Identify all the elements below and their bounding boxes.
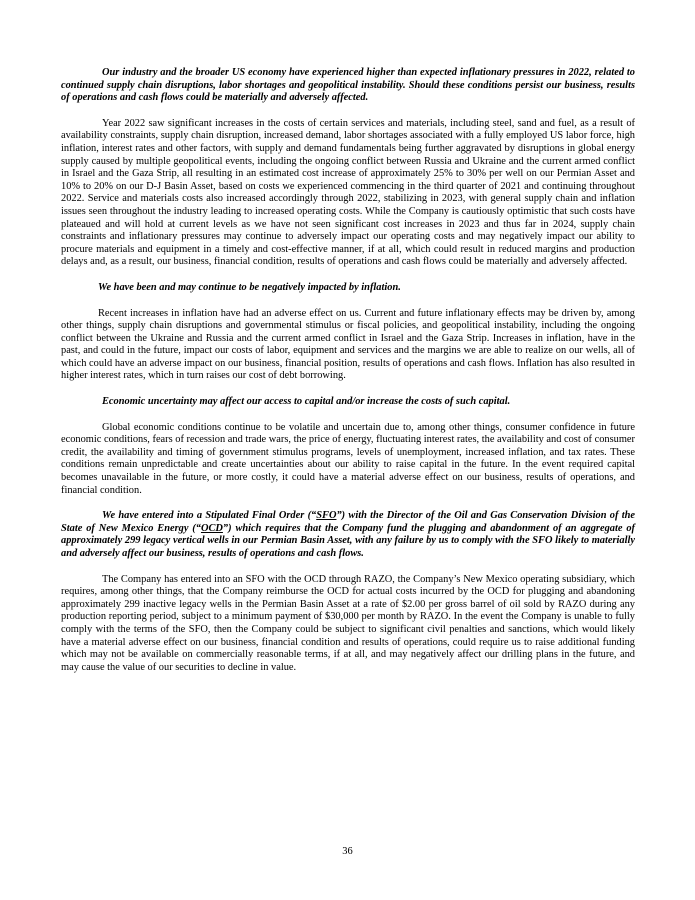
sfo-heading-part-3: ”) which requires that the Company fund the plugging and abandonment of an aggregate of approximately 299 legacy vertical wells in our Permian Basin Asset, with any failure by us to comply with the SFO likely to materially and adversely affect our business, results of operations and cash flows. bbox=[61, 522, 635, 559]
document-page bbox=[61, 67, 635, 687]
risk-body-economic-uncertainty: Global economic conditions continue to be volatile and uncertain due to, among other things, consumer confidence in future economic conditions, fears of recession and trade wars, the price of energy, fluctuating interest rates, the availability and cost of consumer credit, the availability and timing of government stimulus programs, levels of unemployment, increased inflation, and tax rates. These conditions remain unpredictable and create uncertainties about our ability to raise capital in the future. In the event required capital becomes unavailable in the future, or more costly, it could have a material adverse effect on our business, results of operations, and financial condition. bbox=[61, 421, 635, 496]
page-number: 36 bbox=[342, 846, 353, 857]
risk-heading-economic-uncertainty: Economic uncertainty may affect our access to capital and/or increase the costs of such capital. bbox=[102, 396, 511, 408]
risk-heading-stipulated-final-order bbox=[61, 510, 635, 560]
risk-heading-inflation-impact: We have been and may continue to be negatively impacted by inflation. bbox=[98, 281, 401, 293]
risk-heading-inflationary-pressures: Our industry and the broader US economy have experienced higher than expected inflationary pressures in 2022, related to continued supply chain disruptions, labor shortages and geopolitical instability. Should these conditions persist our business, results of operations and cash flows could be materially and adversely affected. bbox=[61, 67, 635, 104]
risk-body-inflation-impact: Recent increases in inflation have had an adverse effect on us. Current and future inflationary effects may be driven by, among other things, supply chain disruptions and governmental stimulus or fiscal policies, and geopolitical instability, including the ongoing conflict between the Ukraine and Russia and the current armed conflict in Israel and the Gaza Strip. Increases in inflation, have in the past, and could in the future, impact our costs of labor, equipment and services and the margins we are able to realize on our wells, all of which could have an adverse impact on our business, financial position, results of operations and cash flows. Inflation has also resulted in higher interest rates, which in turn raises our cost of debt borrowing. bbox=[61, 307, 635, 382]
sfo-heading-part-2: ”) with the Director of the Oil and Gas Conservation Division of the State of New Mexico Energy (“ bbox=[61, 510, 635, 534]
ocd-defined-term: OCD bbox=[200, 522, 223, 534]
risk-body-inflationary-pressures: Year 2022 saw significant increases in the costs of certain services and materials, including steel, sand and fuel, as a result of availability constraints, supply chain disruption, increased demand, labor shortages associated with a fully employed US labor force, high inflation, interest rates and other factors, with supply and demand fundamentals being further aggravated by disruptions in global energy supply caused by multiple geopolitical events, including the ongoing conflict between Russia and Ukraine and the current armed conflict in Israel and the Gaza Strip, all resulting in an estimated cost increase of approximately 25% to 30% per well on our Permian Asset and 10% to 20% on our D-J Basin Asset, based on costs we experienced commencing in the third quarter of 2021 and continuing throughout 2022. Service and materials costs also increased accordingly through 2022, stabilizing in 2023, with general supply chain and inflation issues seen throughout the industry leading to increased operating costs. While the Company is cautiously optimistic that such costs have plateaued and will hold at current levels as we have not seen significant cost increases in 2023 and thus far in 2024, supply chain constraints and inflationary pressures may continue to adversely impact our operating costs and may negatively impact our ability to procure materials and equipment in a timely and cost-effective manner, if at all, which could result in reduced margins and production delays and, as a result, our business, financial condition, results of operations and cash flows could be materially and adversely affected. bbox=[61, 117, 635, 268]
sfo-defined-term: SFO bbox=[316, 510, 337, 522]
risk-body-stipulated-final-order: The Company has entered into an SFO with the OCD through RAZO, the Company’s New Mexico operating subsidiary, which requires, among other things, that the Company reimburse the OCD for actual costs incurred by the OCD for plugging and abandoning approximately 299 inactive legacy wells in the Permian Basin Asset at a rate of $2.00 per gross barrel of oil sold by RAZO during any production reporting period, subject to a minimum payment of $30,000 per month by RAZO. In the event the Company is unable to fully comply with the terms of the SFO, then the Company could be subject to significant civil penalties and sanctions, which would likely have a material adverse effect on our business, financial condition and results of operations, could require us to raise additional funding which may not be available on commercially reasonable terms, if at all, and may negatively affect our drilling plans in the future, and may cause the value of our securities to decline in value. bbox=[61, 573, 635, 673]
sfo-heading-part-1: We have entered into a Stipulated Final Order (“ bbox=[102, 510, 317, 522]
